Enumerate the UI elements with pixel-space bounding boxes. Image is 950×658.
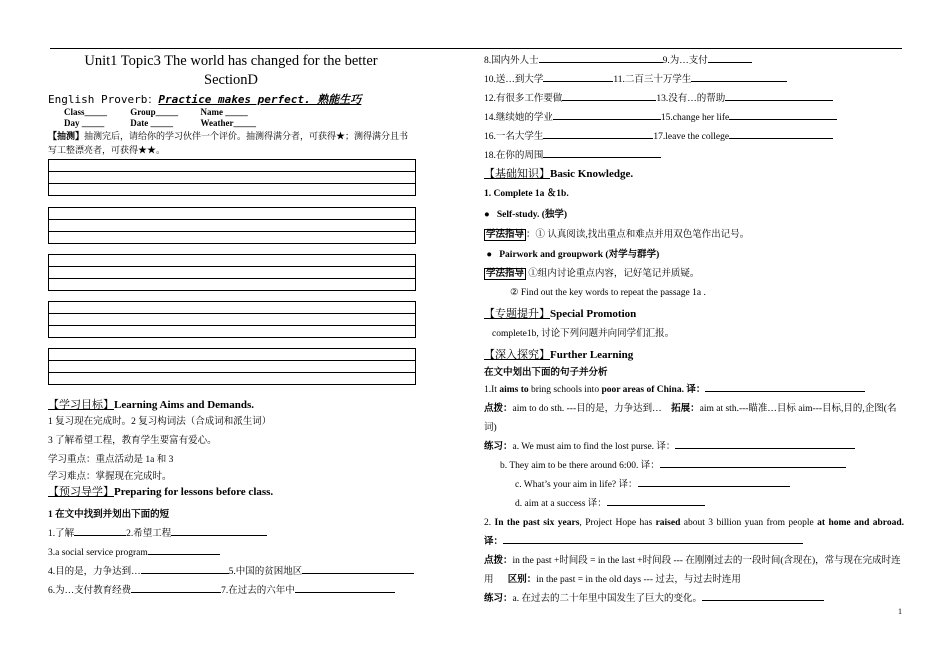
dian-2 bbox=[484, 552, 904, 590]
bullet-icon: ● bbox=[486, 250, 493, 260]
phrase-item: 16.一名大学生 bbox=[484, 132, 544, 142]
phrase-item: 9.为…支付 bbox=[662, 56, 708, 66]
exercise-text: c. What’s your aim in life? 译： bbox=[515, 480, 638, 490]
name-field: Name _____ bbox=[200, 107, 248, 117]
s2-bold: In the past six years bbox=[494, 518, 580, 528]
bullet-icon: ● bbox=[484, 210, 490, 220]
s2-part: , Project Hope has bbox=[579, 518, 656, 528]
s1-part: 1.It bbox=[484, 385, 500, 395]
s2-part: 2. bbox=[484, 518, 495, 528]
phrase-item: 17.leave the college bbox=[653, 132, 730, 142]
guide-line-2 bbox=[484, 265, 904, 284]
promo-tag: 【专题提升】 bbox=[484, 308, 550, 320]
date-field: Date _____ bbox=[130, 118, 173, 128]
vocab-row-5 bbox=[484, 128, 904, 147]
page-title bbox=[48, 52, 414, 90]
further-tag: 【深入探究】 bbox=[484, 349, 550, 361]
guide-text-2: ①组内讨论重点内容，记好笔记并质疑。 bbox=[526, 269, 700, 279]
dian-1 bbox=[484, 400, 904, 438]
promo-title: Special Promotion bbox=[550, 308, 637, 320]
preview-row-3 bbox=[48, 563, 414, 582]
phrase-item: 11.二百三十万学生 bbox=[613, 75, 692, 85]
group-field: Group_____ bbox=[130, 107, 179, 117]
s1-part: bring schools into bbox=[528, 385, 602, 395]
writing-box-4[interactable] bbox=[48, 301, 416, 338]
further-title: Further Learning bbox=[550, 349, 634, 361]
phrase-item: 4.目的是，力争达到… bbox=[48, 567, 141, 577]
exercise-text: a. We must aim to find the lost purse. 译： bbox=[512, 442, 676, 452]
dian-text: aim to do sth. ---目的是，力争达到… bbox=[512, 404, 662, 414]
guide-text-1: ：① 认真阅读,找出重点和难点并用双色笔作出记号。 bbox=[526, 230, 750, 240]
aims-tag: 【学习目标】 bbox=[48, 399, 114, 411]
proverb-text: Practice makes perfect. 熟能生巧 bbox=[158, 93, 362, 106]
weather-field: Weather_____ bbox=[200, 118, 256, 128]
top-rule bbox=[50, 48, 902, 49]
preview-row-2 bbox=[48, 544, 414, 563]
exercise-d bbox=[484, 495, 904, 514]
phrase-item: 14.继续她的学业 bbox=[484, 113, 553, 123]
s1-bold: aims to bbox=[499, 385, 529, 395]
aims-title: Learning Aims and Demands. bbox=[114, 399, 254, 411]
promo-heading bbox=[484, 303, 904, 325]
qubie-label: 区别： bbox=[507, 575, 537, 585]
preview-tag: 【预习导学】 bbox=[48, 486, 114, 498]
further-heading bbox=[484, 344, 904, 366]
exercise-text: a. 在过去的二十年里中国发生了巨大的变化。 bbox=[512, 594, 702, 604]
vocab-row-6 bbox=[484, 147, 904, 166]
preview-row-4 bbox=[48, 582, 414, 601]
quiz-instructions bbox=[48, 129, 414, 157]
aims-line-1: 1 复习现在完成时。2 复习构词法（合成词和派生词） bbox=[48, 417, 272, 427]
phrase-item: 18.在你的周围 bbox=[484, 151, 544, 161]
exercise-a bbox=[484, 438, 904, 457]
tuozhan-text: aim at sth.---瞄准…目标 aim---目标,目的,企图(名词) bbox=[484, 404, 897, 433]
vocab-row-2 bbox=[484, 71, 904, 90]
writing-box-5[interactable] bbox=[48, 348, 416, 385]
phrase-item: 6.为…支付教育经费 bbox=[48, 586, 132, 596]
aims-heading bbox=[48, 397, 414, 413]
quiz-text: 抽测完后，请给你的学习伙伴一个评价。抽测得满分者，可获得★；测得满分且书写工整漂亮者，可获得★★。 bbox=[48, 131, 409, 155]
dian-text: in the past +时间段 = in the last +时间段 --- 在刚刚过去的一段时间(含现在)，常与现在完成时连用 bbox=[484, 556, 901, 585]
student-info bbox=[48, 107, 414, 129]
s1-bold: poor areas of China bbox=[601, 385, 682, 395]
aims-line-3: 学习重点：重点活动是 1a 和 3 bbox=[48, 455, 174, 465]
dian-label: 点拨： bbox=[484, 556, 513, 566]
exercise-c bbox=[484, 476, 904, 495]
lian-label: 练习： bbox=[484, 594, 513, 604]
title-line-2: SectionD bbox=[204, 72, 258, 88]
proverb-label: English Proverb： bbox=[48, 93, 159, 106]
vocab-row-3 bbox=[484, 90, 904, 109]
right-column bbox=[484, 52, 904, 609]
phrase-item: 2.希望工程 bbox=[126, 529, 172, 539]
s2-bold: at home and abroad bbox=[817, 518, 902, 528]
exercise-2a bbox=[484, 590, 904, 609]
preview-subtitle: 1 在文中找到并划出下面的短 bbox=[48, 510, 170, 520]
sentence-1 bbox=[484, 381, 904, 400]
vocab-row-1 bbox=[484, 52, 904, 71]
tuozhan-label: 拓展： bbox=[671, 404, 700, 414]
basic-heading bbox=[484, 166, 904, 182]
guide-label: 学法指导 bbox=[486, 269, 525, 279]
exercise-b bbox=[484, 457, 904, 476]
aims-line-2: 3 了解希望工程，教育学生要富有爱心。 bbox=[48, 436, 217, 446]
proverb-line bbox=[48, 91, 414, 107]
phrase-item: 3.a social service program bbox=[48, 548, 148, 558]
promo-text: complete1b, 讨论下列问题并向同学们汇报。 bbox=[492, 329, 675, 339]
phrase-item: 13.没有…的帮助 bbox=[656, 94, 726, 104]
selfstudy-text: Self-study. (独学) bbox=[496, 210, 568, 220]
pairwork-line bbox=[484, 246, 904, 265]
further-subtitle: 在文中划出下面的句子并分析 bbox=[484, 368, 608, 378]
phrase-item: 7.在过去的六年中 bbox=[221, 586, 295, 596]
phrase-item: 8.国内外人士 bbox=[484, 56, 539, 66]
phrase-item: 5.中国的贫困地区 bbox=[228, 567, 303, 577]
s2-part: about 3 billion yuan from people bbox=[680, 518, 818, 528]
vocab-row-4 bbox=[484, 109, 904, 128]
phrase-item: 1.了解 bbox=[48, 529, 75, 539]
s2-part: . 译： bbox=[484, 518, 905, 547]
writing-box-3[interactable] bbox=[48, 254, 416, 291]
s2-bold: raised bbox=[655, 518, 681, 528]
quiz-tag: 【抽测】 bbox=[48, 131, 85, 141]
dian-label: 点拨： bbox=[484, 404, 513, 414]
basic-title: Basic Knowledge. bbox=[550, 168, 634, 180]
left-column bbox=[48, 52, 414, 601]
s1-part: . 译： bbox=[681, 385, 706, 395]
writing-boxes bbox=[48, 159, 414, 385]
lian-label: 练习： bbox=[484, 442, 513, 452]
phrase-item: 15.change her life bbox=[660, 113, 730, 123]
qubie-text: in the past = in the old days --- 过去，与过去时连用 bbox=[536, 575, 741, 585]
aims-line-4: 学习难点：掌握现在完成时。 bbox=[48, 472, 172, 482]
page-number: 1 bbox=[898, 607, 902, 616]
writing-box-2[interactable] bbox=[48, 207, 416, 244]
title-line-1: Unit1 Topic3 The world has changed for the better bbox=[84, 53, 378, 69]
sentence-2 bbox=[484, 514, 904, 552]
writing-box-1[interactable] bbox=[48, 159, 416, 196]
phrase-item: 10.送…到大学 bbox=[484, 75, 544, 85]
complete-line: 1. Complete 1a ＆1b. bbox=[484, 189, 569, 199]
basic-tag: 【基础知识】 bbox=[484, 168, 550, 180]
guide-label: 学法指导 bbox=[486, 230, 525, 240]
class-field: Class_____ bbox=[64, 107, 108, 117]
selfstudy-line bbox=[484, 206, 904, 225]
preview-row-1 bbox=[48, 525, 414, 544]
exercise-text: b. They aim to be there around 6:00. 译： bbox=[500, 461, 660, 471]
preview-heading bbox=[48, 484, 414, 500]
guide-line-1 bbox=[484, 225, 904, 246]
preview-title: Preparing for lessons before class. bbox=[114, 486, 274, 498]
phrase-item: 12.有很多工作要做 bbox=[484, 94, 563, 104]
pairwork-text: Pairwork and groupwork (对学与群学) bbox=[499, 250, 660, 260]
day-field: Day _____ bbox=[64, 118, 105, 128]
guide-text-3: ② Find out the key words to repeat the passage 1a . bbox=[510, 288, 706, 298]
exercise-text: d. aim at a success 译： bbox=[515, 499, 607, 509]
